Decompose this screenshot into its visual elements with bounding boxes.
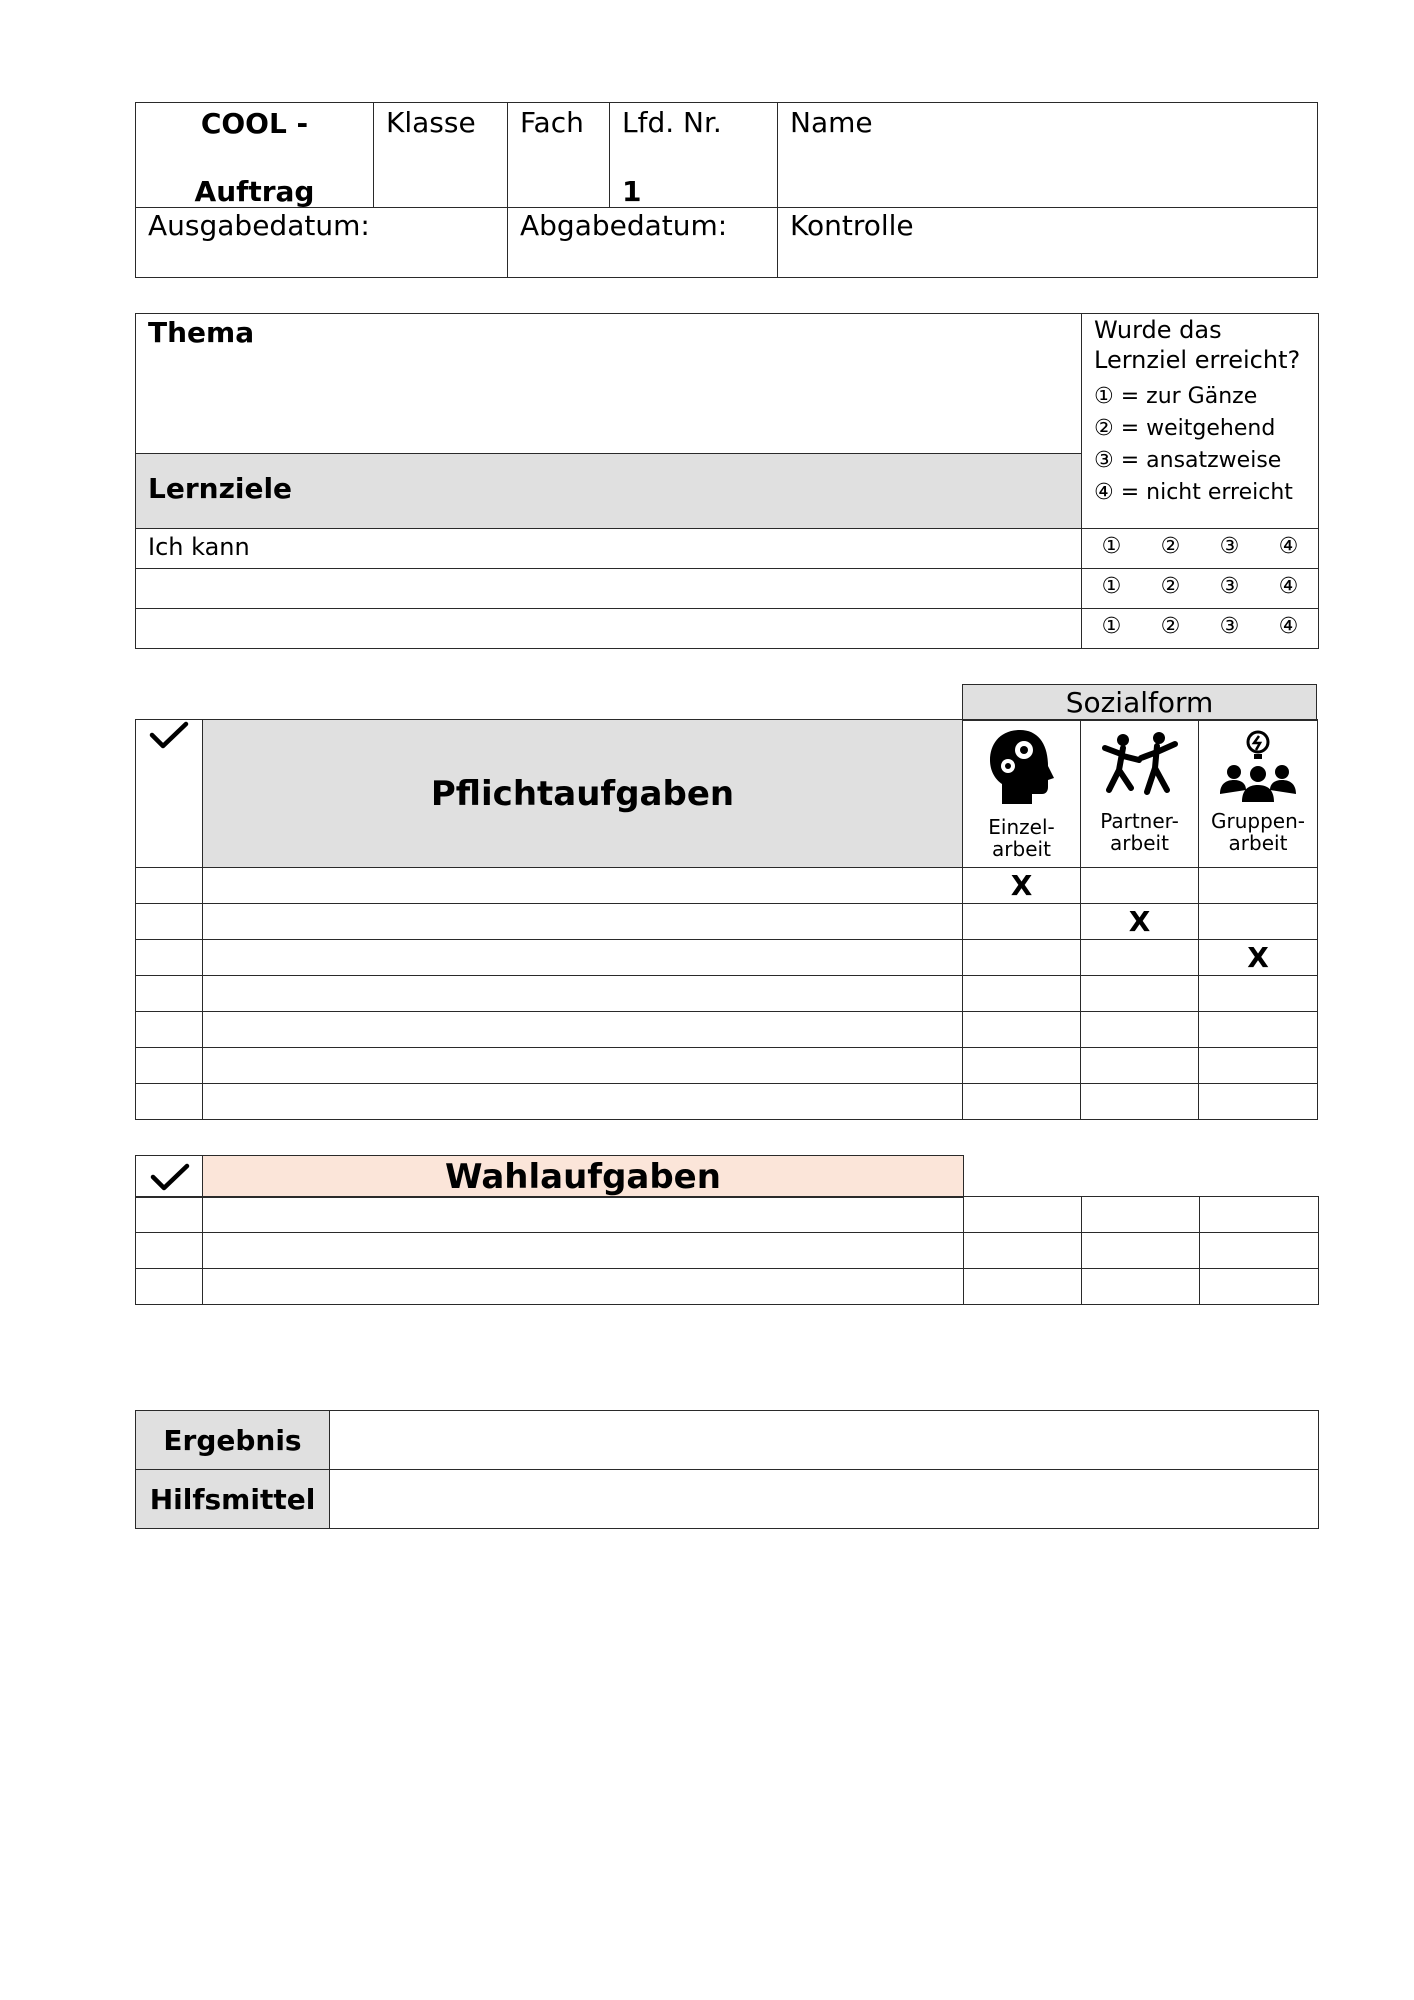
rating-2[interactable]: ② <box>1160 614 1181 639</box>
name-label: Name <box>778 103 1318 208</box>
rating-4[interactable]: ④ <box>1278 574 1299 599</box>
thema-label: Thema <box>136 314 1082 454</box>
rating-4[interactable]: ④ <box>1278 614 1299 639</box>
legend-item: ③ = ansatzweise <box>1094 448 1282 473</box>
gruppe-mark[interactable] <box>1199 1048 1318 1084</box>
legend-item: ④ = nicht erreicht <box>1094 480 1293 505</box>
wahl-task-text[interactable] <box>203 1269 964 1305</box>
cool-auftrag-cell <box>136 103 374 208</box>
task-check[interactable] <box>136 904 203 940</box>
rating-1[interactable]: ① <box>1101 614 1122 639</box>
sozialform-heading: Sozialform <box>962 684 1317 721</box>
lernziel-row[interactable] <box>136 609 1082 649</box>
abgabedatum-label: Abgabedatum: <box>508 208 778 278</box>
sozialform-partner[interactable] <box>1081 720 1199 868</box>
gruppe-mark[interactable] <box>1199 976 1318 1012</box>
rating-options[interactable] <box>1082 569 1319 609</box>
wahl-check[interactable] <box>136 1233 203 1269</box>
ausgabedatum-label: Ausgabedatum: <box>136 208 508 278</box>
gruppe-mark[interactable] <box>1199 1084 1318 1120</box>
gruppe-label1: Gruppen- <box>1211 809 1305 833</box>
rating-2[interactable]: ② <box>1160 534 1181 559</box>
wahl-check-header <box>135 1155 204 1198</box>
task-check[interactable] <box>136 868 203 904</box>
task-text[interactable] <box>203 868 963 904</box>
ergebnis-table <box>135 1410 1319 1529</box>
task-text[interactable] <box>203 1012 963 1048</box>
lernziel-row[interactable] <box>136 569 1082 609</box>
lernziel-row[interactable]: Ich kann <box>136 529 1082 569</box>
rating-options[interactable] <box>1082 529 1319 569</box>
checkmark-icon <box>136 720 202 750</box>
gruppe-mark[interactable] <box>1199 904 1318 940</box>
legend-item: ② = weitgehend <box>1094 416 1276 441</box>
head-gears-icon <box>963 726 1080 812</box>
rating-legend <box>1094 384 1318 512</box>
task-check[interactable] <box>136 1048 203 1084</box>
einzel-mark[interactable]: X <box>963 868 1081 904</box>
lernziele-table <box>135 313 1319 649</box>
task-text[interactable] <box>203 1084 963 1120</box>
check-header-cell <box>136 720 203 868</box>
wahlaufgaben-table <box>135 1196 1319 1305</box>
hilfsmittel-label: Hilfsmittel <box>136 1470 330 1529</box>
klasse-label: Klasse <box>374 103 508 208</box>
gruppe-mark[interactable] <box>1199 1012 1318 1048</box>
question-line1: Wurde das <box>1094 316 1222 344</box>
einzel-mark[interactable] <box>963 976 1081 1012</box>
checkmark-icon <box>136 1156 203 1197</box>
rating-options[interactable] <box>1082 609 1319 649</box>
header-table <box>135 102 1318 278</box>
cool-line2: Auftrag <box>194 175 315 208</box>
einzel-mark[interactable] <box>963 904 1081 940</box>
task-check[interactable] <box>136 940 203 976</box>
partner-mark[interactable] <box>1081 1048 1199 1084</box>
wahl-partner[interactable] <box>1082 1269 1200 1305</box>
lfd-cell <box>610 103 778 208</box>
partner-mark[interactable] <box>1081 976 1199 1012</box>
kontrolle-label: Kontrolle <box>778 208 1318 278</box>
einzel-mark[interactable] <box>963 1012 1081 1048</box>
hilfsmittel-field[interactable] <box>330 1470 1319 1529</box>
rating-1[interactable]: ① <box>1101 534 1122 559</box>
gruppe-label2: arbeit <box>1228 831 1288 855</box>
einzel-label2: arbeit <box>992 837 1051 861</box>
task-text[interactable] <box>203 940 963 976</box>
einzel-label1: Einzel- <box>988 815 1055 839</box>
task-check[interactable] <box>136 976 203 1012</box>
fach-label: Fach <box>508 103 610 208</box>
legend-item: ① = zur Gänze <box>1094 384 1258 409</box>
ergebnis-field[interactable] <box>330 1411 1319 1470</box>
einzel-mark[interactable] <box>963 1048 1081 1084</box>
partner-mark[interactable] <box>1081 1012 1199 1048</box>
wahl-check[interactable] <box>136 1269 203 1305</box>
group-idea-icon <box>1199 728 1317 808</box>
wahlaufgaben-heading: Wahlaufgaben <box>202 1155 964 1198</box>
wahl-task-text[interactable] <box>203 1233 964 1269</box>
wahl-task-text[interactable] <box>203 1197 964 1233</box>
rating-1[interactable]: ① <box>1101 574 1122 599</box>
lernziele-heading: Lernziele <box>136 454 1082 529</box>
partner-mark[interactable] <box>1081 868 1199 904</box>
sozialform-einzel[interactable] <box>963 720 1081 868</box>
partner-label1: Partner- <box>1100 809 1179 833</box>
wahl-einzel[interactable] <box>964 1269 1082 1305</box>
ergebnis-label: Ergebnis <box>136 1411 330 1470</box>
rating-3[interactable]: ③ <box>1219 614 1240 639</box>
task-text[interactable] <box>203 904 963 940</box>
wahl-partner[interactable] <box>1082 1233 1200 1269</box>
rating-3[interactable]: ③ <box>1219 574 1240 599</box>
task-text[interactable] <box>203 1048 963 1084</box>
lernziel-question-cell <box>1082 314 1319 529</box>
question-line2: Lernziel erreicht? <box>1094 346 1301 374</box>
wahl-einzel[interactable] <box>964 1233 1082 1269</box>
einzel-mark[interactable] <box>963 1084 1081 1120</box>
partner-mark[interactable] <box>1081 1084 1199 1120</box>
sozialform-gruppe[interactable] <box>1199 720 1318 868</box>
wahl-gruppe[interactable] <box>1200 1197 1319 1233</box>
wahl-gruppe[interactable] <box>1200 1233 1319 1269</box>
pflichtaufgaben-heading: Pflichtaufgaben <box>203 720 963 868</box>
cool-line1: COOL - <box>200 107 309 140</box>
wahl-gruppe[interactable] <box>1200 1269 1319 1305</box>
dancing-pair-icon <box>1081 730 1198 804</box>
task-check[interactable] <box>136 1012 203 1048</box>
rating-2[interactable]: ② <box>1160 574 1181 599</box>
partner-mark[interactable]: X <box>1081 904 1199 940</box>
gruppe-mark[interactable]: X <box>1199 940 1318 976</box>
lfd-value: 1 <box>622 175 642 208</box>
wahl-einzel[interactable] <box>964 1197 1082 1233</box>
rating-4[interactable]: ④ <box>1278 534 1299 559</box>
wahl-check[interactable] <box>136 1197 203 1233</box>
gruppe-mark[interactable] <box>1199 868 1318 904</box>
einzel-mark[interactable] <box>963 940 1081 976</box>
lfd-label: Lfd. Nr. <box>622 106 722 139</box>
partner-mark[interactable] <box>1081 940 1199 976</box>
rating-3[interactable]: ③ <box>1219 534 1240 559</box>
pflichtaufgaben-table <box>135 719 1318 1120</box>
task-check[interactable] <box>136 1084 203 1120</box>
partner-label2: arbeit <box>1110 831 1169 855</box>
wahl-partner[interactable] <box>1082 1197 1200 1233</box>
task-text[interactable] <box>203 976 963 1012</box>
